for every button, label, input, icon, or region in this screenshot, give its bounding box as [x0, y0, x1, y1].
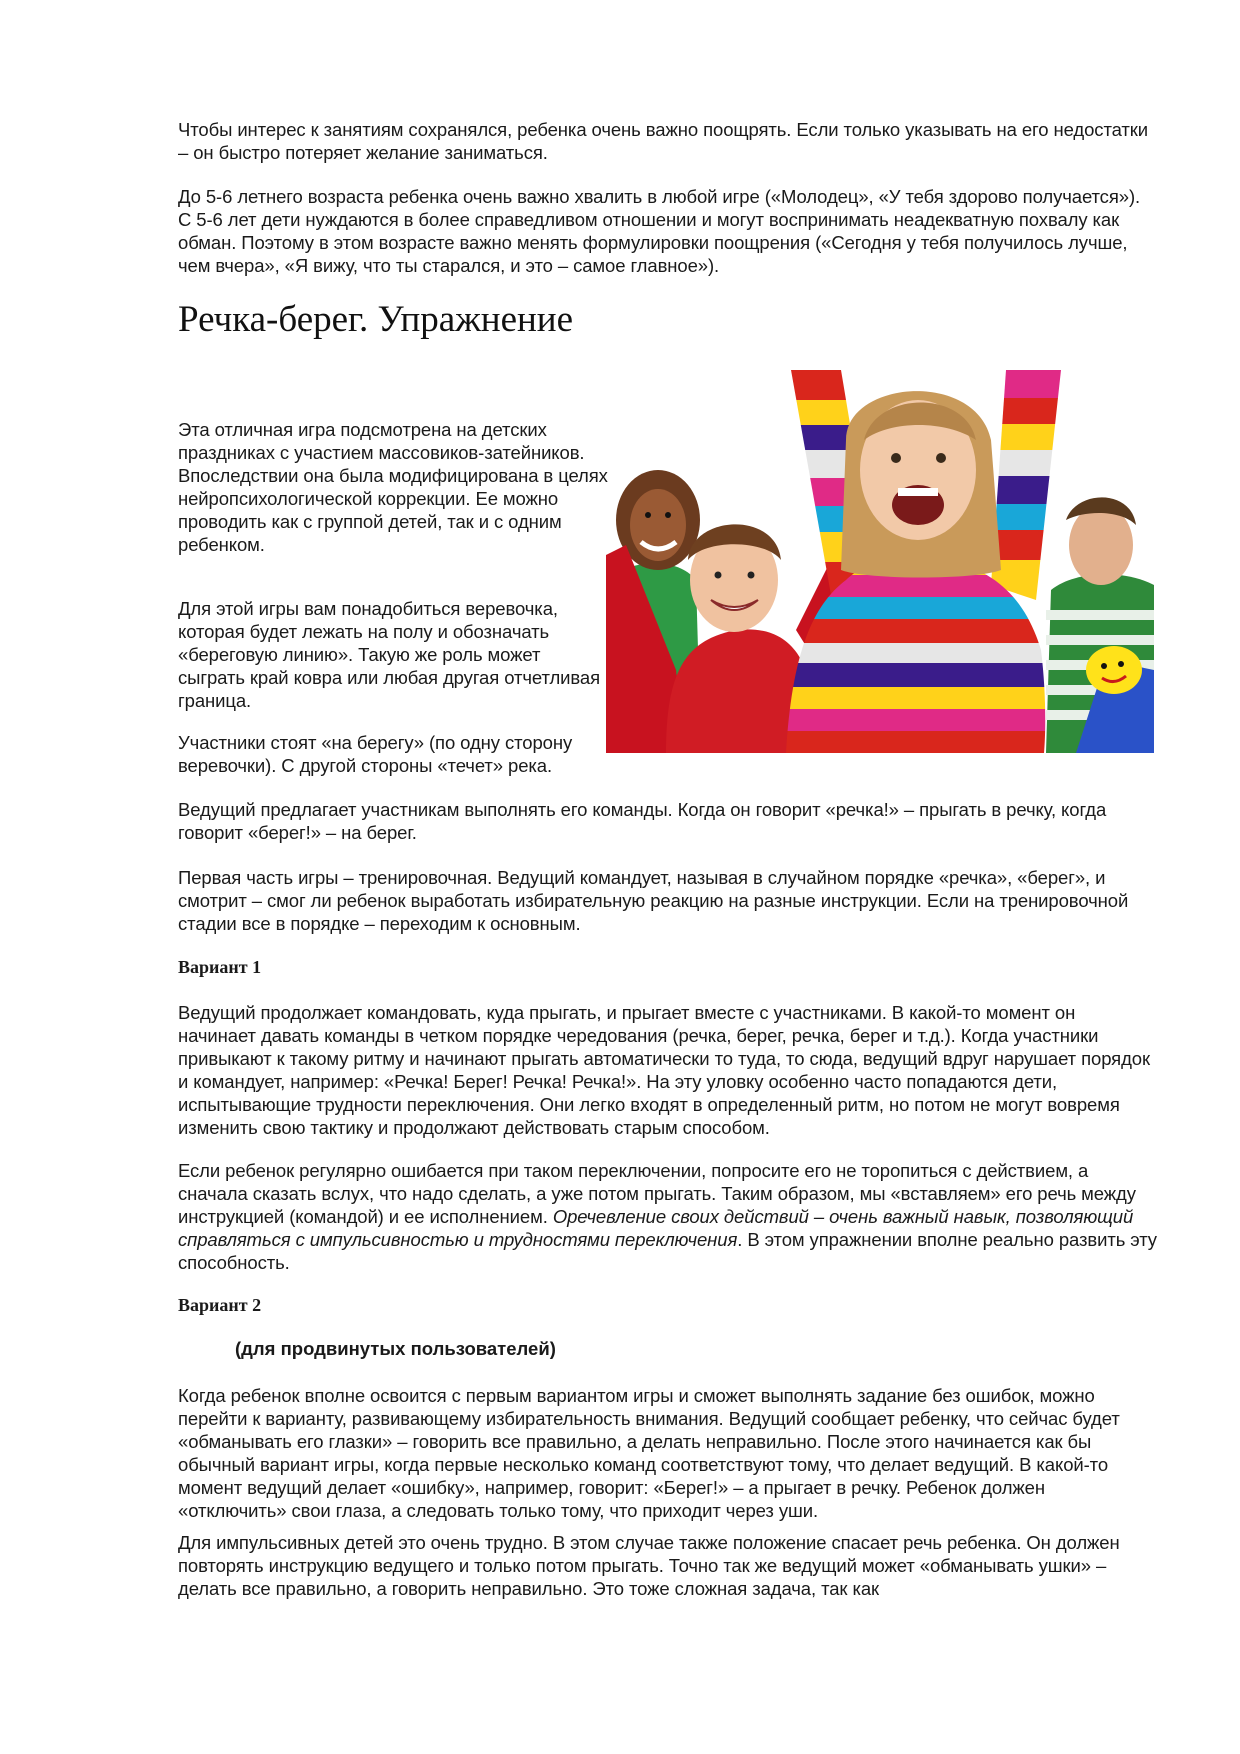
paragraph-training: Первая часть игры – тренировочная. Ведущий командует, называя в случайном порядке «речка», «берег», и смотрит – смог ли ребенок выработать избирательную реакцию на разные инструкции. Если на тренировочной стадии все в порядке – переходим к основным.: [178, 867, 1129, 934]
variant1-text-end: . В этом упражнении вполне реально развить эту способность.: [178, 1229, 1157, 1273]
variant1-title: Вариант 1: [178, 957, 262, 977]
paragraph-variant2-1: Когда ребенок вполне освоится с первым вариантом игры и сможет выполнять задание без ошибок, можно перейти к варианту, развивающему избирательность внимания. Ведущий сообщает ребенку, что сейчас будет «обманывать его глазки» – говорить все правильно, а делать неправильно. После этого начинается как бы обычный вариант игры, когда первые несколько команд соответствуют тому, что делает ведущий. В какой-то момент ведущий делает «ошибку», например, говорит: «Берег!» – а прыгает в речку. Ребенок должен «отключить» свои глаза, а следовать только тому, что приходит через уши.: [178, 1385, 1120, 1521]
paragraph-rope: Для этой игры вам понадобиться веревочка, которая будет лежать на полу и обозначать «береговую линию». Такую же роль может сыграть край ковра или любая другая отчетливая граница.: [178, 598, 600, 711]
paragraph-participants: Участники стоят «на берегу» (по одну сторону веревочки). С другой стороны «течет» река.: [178, 732, 573, 776]
paragraph-praise-age: До 5-6 летнего возраста ребенка очень важно хвалить в любой игре («Молодец», «У тебя здорово получается»). С 5-6 лет дети нуждаются в более справедливом отношении и могут воспринимать неадекватную похвалу как обман. Поэтому в этом возрасте важно менять формулировки поощрения («Сегодня у тебя получилось лучше, чем вчера», «Я вижу, что ты старался, и это – самое главное»).: [178, 186, 1141, 276]
variant2-note: (для продвинутых пользователей): [235, 1338, 556, 1359]
paragraph-variant2-2: Для импульсивных детей это очень трудно. В этом случае также положение спасает речь ребенка. Он должен повторять инструкцию ведущего и только потом прыгать. Точно так же ведущий может «обманывать ушки» – делать все правильно, а говорить неправильно. Это тоже сложная задача, так как: [178, 1532, 1120, 1599]
children-photo-illustration: [606, 370, 1154, 753]
paragraph-encouragement: Чтобы интерес к занятиям сохранялся, ребенка очень важно поощрять. Если только указывать на его недостатки – он быстро потеряет желание заниматься.: [178, 119, 1149, 163]
children-photo: [606, 370, 1154, 753]
variant2-title: Вариант 2: [178, 1295, 262, 1315]
variant1-italic-text: Оречевление своих действий – очень важный навык, позволяющий справляться с импульсивностью и трудностями переключения: [178, 1206, 1134, 1250]
variant1-text-start: Если ребенок регулярно ошибается при таком переключении, попросите его не торопиться с действием, а сначала сказать вслух, что надо сделать, а уже потом прыгать. Таким образом, мы «вставляем» его речь между инструкцией (командой) и ее исполнением.: [178, 1160, 1136, 1227]
paragraph-intro: Эта отличная игра подсмотрена на детских праздниках с участием массовиков-затейников. Впоследствии она была модифицирована в целях нейропсихологической коррекции. Ее можно проводить как с группой детей, так и с одним ребенком.: [178, 419, 608, 555]
section-title: Речка-берег. Упражнение: [178, 299, 574, 340]
paragraph-variant1-2: [178, 1159, 1158, 1274]
paragraph-variant1-1: Ведущий продолжает командовать, куда прыгать, и прыгает вместе с участниками. В какой-то момент он начинает давать команды в четком порядке чередования (речка, берег, речка, берег и т.д.). Когда участники привыкают к такому ритму и начинают прыгать автоматически то туда, то сюда, ведущий вдруг нарушает порядок и командует, например: «Речка! Берег! Речка! Речка!». На эту уловку особенно часто попадаются дети, испытывающие трудности переключения. Они легко входят в определенный ритм, но потом не могут вовремя изменить свою тактику и продолжают действовать старым способом.: [178, 1002, 1150, 1138]
paragraph-commands: Ведущий предлагает участникам выполнять его команды. Когда он говорит «речка!» – прыгать в речку, когда говорит «берег!» – на берег.: [178, 799, 1107, 843]
